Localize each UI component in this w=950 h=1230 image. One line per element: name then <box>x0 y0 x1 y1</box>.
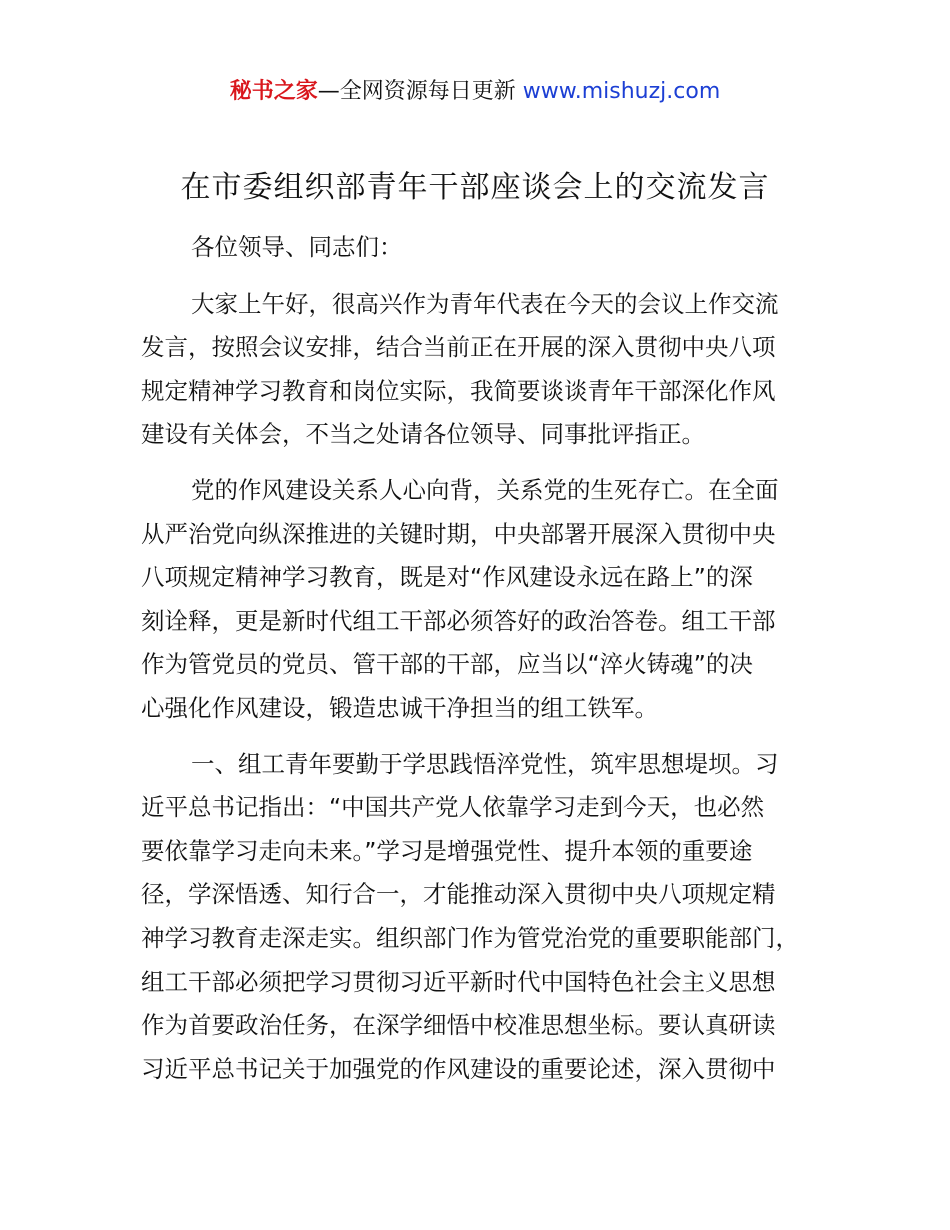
site-header <box>0 76 950 108</box>
paragraph-line: 作为管党员的党员、管干部的干部，应当以“淬火铸魂”的决 <box>141 650 753 679</box>
document-body <box>141 226 821 1103</box>
paragraph <box>141 469 821 731</box>
brand-name: 秘书之家 <box>229 79 318 104</box>
paragraph-line: 一、组工青年要勤于学思践悟淬党性，筑牢思想堤坝。习 <box>191 749 779 778</box>
paragraph <box>141 283 821 457</box>
paragraph <box>141 743 821 1092</box>
salutation: 各位领导、同志们： <box>191 233 403 261</box>
paragraph-line: 规定精神学习教育和岗位实际，我简要谈谈青年干部深化作风 <box>141 376 776 405</box>
paragraph-line: 要依靠学习走向未来。”学习是增强党性、提升本领的重要途 <box>141 836 753 865</box>
paragraph-line: 组工干部必须把学习贯彻习近平新时代中国特色社会主义思想 <box>141 967 776 996</box>
paragraph-line: 作为首要政治任务，在深学细悟中校准思想坐标。要认真研读 <box>141 1011 776 1040</box>
paragraph-line: 径，学深悟透、知行合一，才能推动深入贯彻中央八项规定精 <box>141 880 776 909</box>
paragraph-line: 习近平总书记关于加强党的作风建设的重要论述，深入贯彻中 <box>141 1054 776 1083</box>
paragraph-line: 党的作风建设关系人心向背，关系党的生死存亡。在全面 <box>191 475 779 504</box>
paragraph-line: 心强化作风建设，锻造忠诚干净担当的组工铁军。 <box>141 693 658 722</box>
paragraph-line: 刻诠释，更是新时代组工干部必须答好的政治答卷。组工干部 <box>141 606 776 635</box>
paragraph-line: 神学习教育走深走实。组织部门作为管党治党的重要职能部门， <box>141 923 799 952</box>
paragraph-line: 发言，按照会议安排，结合当前正在开展的深入贯彻中央八项 <box>141 333 776 362</box>
document-title: 在市委组织部青年干部座谈会上的交流发言 <box>180 170 770 205</box>
paragraph-line: 近平总书记指出：“中国共产党人依靠学习走到今天，也必然 <box>141 793 765 822</box>
paragraph-line: 大家上午好，很高兴作为青年代表在今天的会议上作交流 <box>191 289 779 318</box>
paragraph-line: 从严治党向纵深推进的关键时期，中央部署开展深入贯彻中央 <box>141 519 776 548</box>
site-url-link[interactable]: www.mishuzj.com <box>522 79 721 104</box>
paragraph-line: 建设有关体会，不当之处请各位领导、同事批评指正。 <box>141 420 705 449</box>
header-tagline: —全网资源每日更新 <box>317 79 516 104</box>
paragraph-line: 八项规定精神学习教育，既是对“作风建设永远在路上”的深 <box>141 563 753 592</box>
